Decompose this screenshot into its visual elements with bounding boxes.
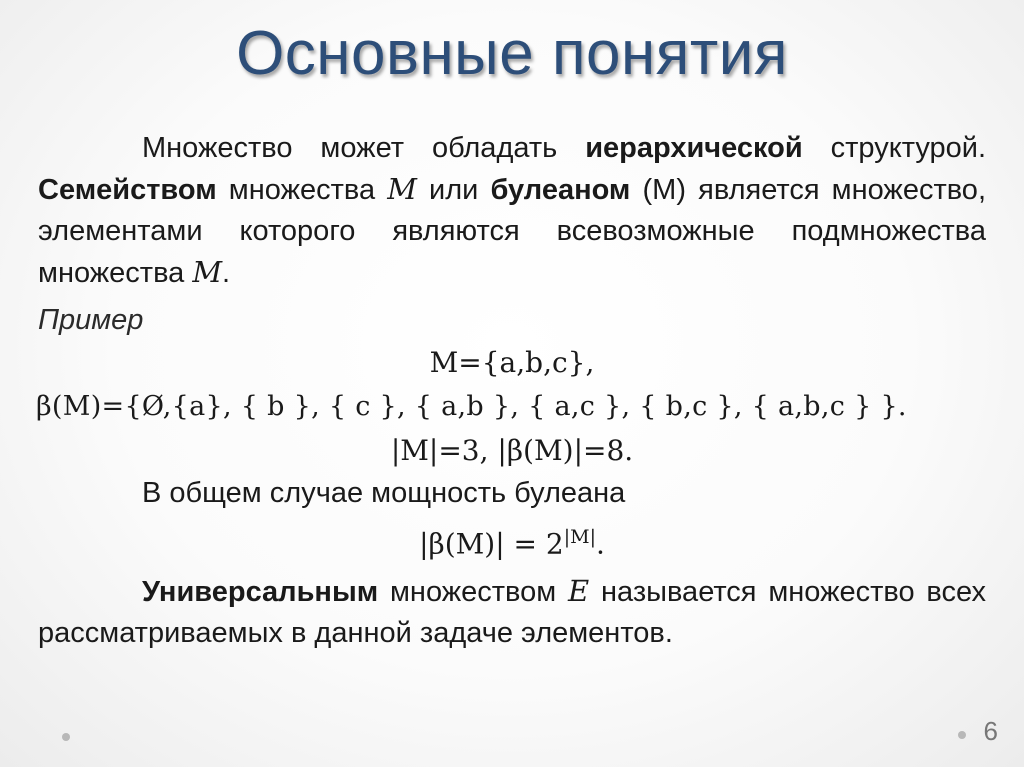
text-span: множества <box>216 174 388 206</box>
text-span: или <box>416 174 491 206</box>
example-label: Пример <box>38 304 144 336</box>
formula-set-m: M={a,b,c}, <box>429 346 595 379</box>
formula-base: |β(M)| = 2 <box>419 527 564 561</box>
page-number: 6 <box>983 716 998 746</box>
text-span: множеством <box>378 576 569 609</box>
formula-general <box>38 514 986 567</box>
bold-term: булеаном <box>490 174 631 206</box>
bold-term: Семейством <box>38 174 217 206</box>
math-symbol: E <box>568 574 590 609</box>
general-case-text: В общем случае мощность булеана <box>142 477 626 509</box>
math-symbol: M <box>387 172 417 206</box>
text-span: структурой. <box>802 132 987 164</box>
formula-exponent: |M| <box>563 526 596 548</box>
formula-end: . <box>596 527 605 561</box>
paragraph-universal-set <box>38 571 986 654</box>
text-span: называется множество всех рассматриваемых в данной задаче элементов. <box>38 576 987 650</box>
text-span: . <box>222 257 231 289</box>
slide-content <box>38 128 986 654</box>
bold-term: Универсальным <box>142 576 379 609</box>
formula-cardinality: |M|=3, |β(M)|=8. <box>390 434 634 467</box>
decor-dot-left <box>62 733 70 741</box>
decor-dot-right <box>958 731 966 739</box>
formula-boolean: β(M)={Ø,{a}, { b }, { c }, { a,b }, { a,c }, { b,c }, { a,b,c } }. <box>36 391 907 422</box>
slide-title: Основные понятия <box>236 19 788 88</box>
paragraph-boolean-definition <box>38 128 986 294</box>
math-symbol: M <box>192 255 223 289</box>
text-span: Множество может обладать <box>142 132 586 164</box>
bold-term: иерархической <box>585 132 803 164</box>
text-span: (M) является множество, элементами которого являются всевозможные подмножества множества <box>38 174 986 289</box>
